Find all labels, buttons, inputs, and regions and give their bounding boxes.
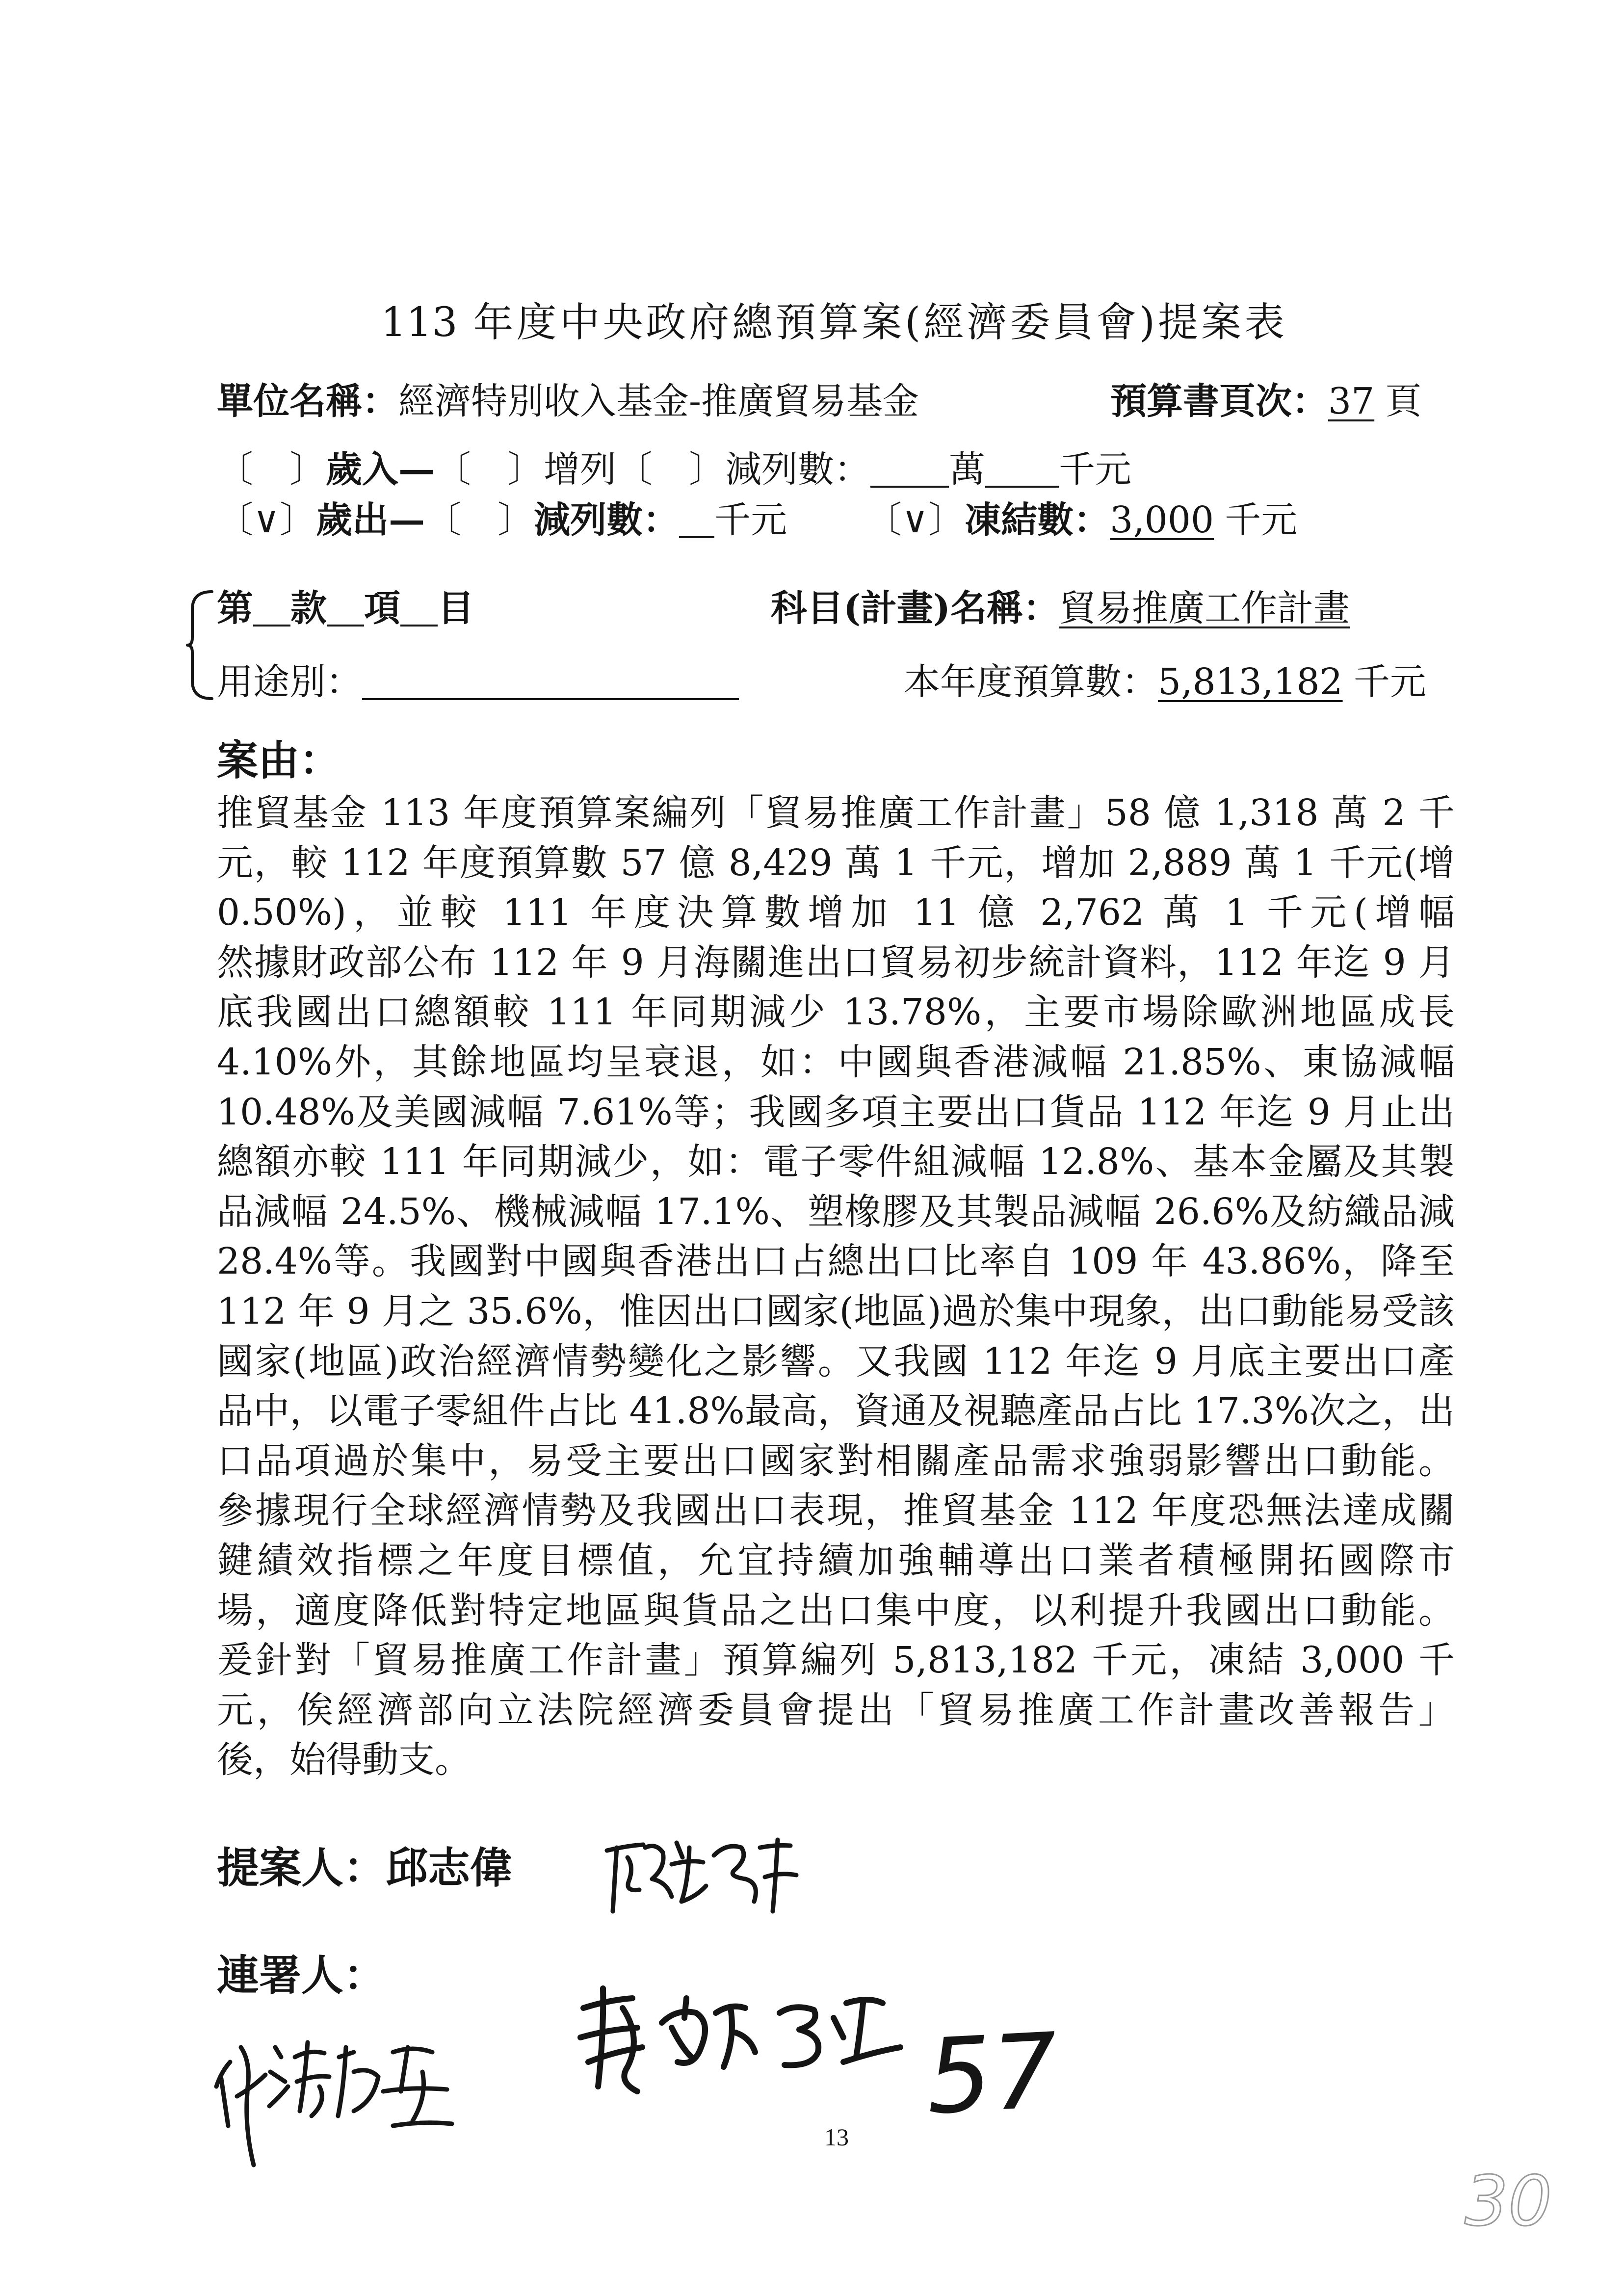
budget-page-unit: 頁 [1385, 380, 1422, 422]
reason-heading: 案由： [217, 736, 341, 784]
paragraph-line: 然據財政部公布 112 年 9 月海關進出口貿易初步統計資料，112 年迄 9 月 [217, 941, 1455, 984]
paragraph-line: 112 年 9 月之 35.6%，惟因出口國家(地區)過於集中現象，出口動能易受該 [217, 1290, 1455, 1332]
revenue-decrease-checkbox: 〔 〕 [616, 448, 725, 491]
subject-row [771, 584, 1350, 633]
revenue-row [217, 445, 1131, 494]
handwritten-note: 30 [1465, 2162, 1552, 2242]
item-xiang: 項 [364, 587, 400, 629]
expenditure-decrease-blank [679, 536, 714, 538]
paragraph-line: 後，始得動支。 [217, 1739, 471, 1781]
revenue-wan-blank [870, 486, 949, 488]
item-di: 第 [217, 587, 253, 629]
use-blank [362, 698, 739, 700]
expenditure-decrease-label: 減列數： [534, 499, 680, 541]
revenue-decrease-label: 減列數： [725, 448, 870, 491]
annual-budget-unit: 千元 [1353, 661, 1426, 703]
item-kuan-blank [253, 625, 290, 626]
budget-page-value: 37 [1328, 380, 1375, 422]
paragraph-line: 0.50%)，並較 111 年度決算數增加 11 億 2,762 萬 1 千元(增幅 [217, 891, 1455, 934]
revenue-dash: — [398, 448, 435, 491]
expenditure-dash: — [389, 499, 425, 541]
expenditure-decrease-unit: 千元 [714, 499, 787, 541]
paragraph-line: 10.48%及美國減幅 7.61%等；我國多項主要出口貨品 112 年迄 9 月止出 [217, 1091, 1455, 1133]
revenue-unit-qian: 千元 [1059, 448, 1131, 491]
handwritten-note: 57 [923, 2010, 1061, 2138]
use-row [217, 657, 739, 706]
expenditure-checkbox: 〔∨〕 [217, 499, 316, 541]
cosigners-label: 連署人： [217, 1951, 386, 2000]
proposer-row [217, 1844, 512, 1893]
paragraph-line: 元，俟經濟部向立法院經濟委員會提出「貿易推廣工作計畫改善報告」 [217, 1689, 1455, 1731]
annual-budget-row [904, 657, 1426, 706]
item-row [217, 584, 474, 633]
freeze-label: 凍結數： [965, 499, 1110, 541]
revenue-increase-checkbox: 〔 〕 [435, 448, 544, 491]
paragraph-line: 國家(地區)政治經濟情勢變化之影響。又我國 112 年迄 9 月底主要出口產 [217, 1340, 1455, 1383]
paragraph-line: 底我國出口總額較 111 年同期減少 13.78%，主要市場除歐洲地區成長 [217, 991, 1455, 1034]
paragraph-line: 4.10%外，其餘地區均呈衰退，如：中國與香港減幅 21.85%、東協減幅 [217, 1041, 1455, 1083]
proposer-label: 提案人： [217, 1843, 386, 1893]
paragraph-line: 品減幅 24.5%、機械減幅 17.1%、塑橡膠及其製品減幅 26.6%及紡織品減 [217, 1190, 1455, 1233]
item-mu-blank [400, 625, 438, 626]
cosigner-signature [207, 2028, 462, 2167]
paragraph-line: 爰針對「貿易推廣工作計畫」預算編列 5,813,182 千元，凍結 3,000 千 [217, 1639, 1455, 1682]
left-bracket [184, 588, 216, 703]
paragraph-line: 場，適度降低對特定地區與貨品之出口集中度，以利提升我國出口動能。 [217, 1589, 1455, 1632]
paragraph-line: 總額亦較 111 年同期減少，如：電子零件組減幅 12.8%、基本金屬及其製 [217, 1141, 1455, 1183]
page-number: 13 [824, 2123, 849, 2151]
subject-label: 科目(計畫)名稱： [771, 587, 1060, 629]
item-mu: 目 [438, 587, 474, 629]
use-label: 用途別： [217, 661, 362, 703]
revenue-qian-blank [985, 486, 1059, 488]
item-kuan: 款 [290, 587, 327, 629]
freeze-value: 3,000 [1110, 499, 1214, 541]
cosigners-row [217, 1951, 386, 2000]
expenditure-row [217, 496, 787, 545]
paragraph-line: 參據現行全球經濟情勢及我國出口表現，推貿基金 112 年度恐無法達成關 [217, 1489, 1455, 1532]
expenditure-decrease-checkbox: 〔 〕 [425, 499, 534, 541]
reason-paragraph [217, 788, 1455, 1785]
proposer-signature [598, 1828, 804, 1921]
revenue-unit-wan: 萬 [949, 448, 985, 491]
annual-budget-label: 本年度預算數： [904, 661, 1158, 703]
paragraph-line: 推貿基金 113 年度預算案編列「貿易推廣工作計畫」58 億 1,318 萬 2 千 [217, 792, 1455, 834]
proposer-name: 邱志偉 [386, 1843, 512, 1893]
paragraph-line: 口品項過於集中，易受主要出口國家對相關產品需求強弱影響出口動能。 [217, 1439, 1455, 1482]
paragraph-line: 28.4%等。我國對中國與香港出口占總出口比率自 109 年 43.86%，降至 [217, 1240, 1455, 1283]
revenue-label: 歲入 [326, 448, 398, 491]
cosigner-signature [569, 1979, 904, 2097]
revenue-checkbox: 〔 〕 [217, 448, 326, 491]
bracket-shape [184, 588, 216, 703]
subject-value: 貿易推廣工作計畫 [1059, 587, 1350, 629]
freeze-checkbox: 〔∨〕 [865, 499, 965, 541]
expenditure-label: 歲出 [316, 499, 389, 541]
freeze-row [865, 496, 1297, 545]
paragraph-line: 品中，以電子零組件占比 41.8%最高，資通及視聽產品占比 17.3%次之，出 [217, 1390, 1455, 1433]
annual-budget-value: 5,813,182 [1158, 661, 1343, 703]
revenue-increase-label: 增列 [544, 448, 616, 491]
budget-page-label: 預算書頁次： [1110, 380, 1328, 422]
unit-label: 單位名稱： [217, 380, 398, 422]
paragraph-line: 元，較 112 年度預算數 57 億 8,429 萬 1 千元，增加 2,889 萬 1 千元(增 [217, 841, 1455, 884]
budget-page-row [1110, 377, 1421, 426]
item-xiang-blank [327, 625, 364, 626]
unit-value: 經濟特別收入基金-推廣貿易基金 [398, 380, 919, 422]
unit-row [217, 377, 919, 426]
paragraph-line: 鍵績效指標之年度目標值，允宜持續加強輔導出口業者積極開拓國際市 [217, 1539, 1455, 1582]
page-title: 113 年度中央政府總預算案(經濟委員會)提案表 [381, 299, 1284, 346]
freeze-unit: 千元 [1225, 499, 1298, 541]
